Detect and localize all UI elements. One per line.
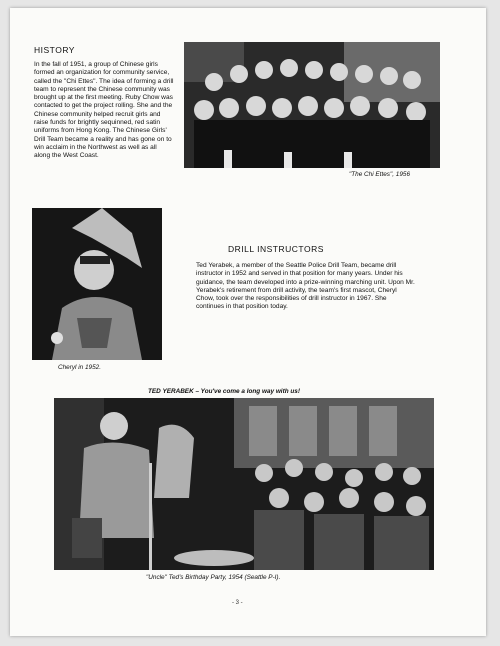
history-heading: HISTORY [34,45,75,55]
ted-photo-caption: "Uncle" Ted's Birthday Party, 1954 (Seattle P-I). [146,574,281,581]
ted-birthday-party-photo [54,398,434,570]
chi-ettes-group-photo [184,42,440,168]
cheryl-photo-caption: Cheryl in 1952. [58,364,101,371]
page-number: - 3 - [232,600,243,606]
chi-ettes-photo-caption: "The Chi Ettes", 1956 [349,171,411,178]
document-page [10,8,486,636]
drill-instructors-heading: DRILL INSTRUCTORS [228,244,324,254]
ted-photo-title: TED YERABEK – You've come a long way with us! [148,388,300,395]
drill-instructors-paragraph: Ted Yerabek, a member of the Seattle Police Drill Team, became drill instructor in 1952 and served in that position for many years. Under his guidance, the team developed into a prize-winning marching unit. Upon Mr. Yerabek's retirement from drill activity, the team's first mascot, Cheryl Chow, took over the responsibilities of drill instructor in 1967. She continues in that position today. [196,262,415,311]
history-paragraph: In the fall of 1951, a group of Chinese girls formed an organization for community service, called the "Chi Ettes". The idea of forming a drill team to represent the Chinese community was brought up at the first meeting. Ruby Chow was contacted to get the project rolling. She and the Chinese community helped recruit girls and raise funds for brightly sequinned, red satin uniforms from Hong Kong. The Chinese Girls' Drill Team became a reality and has gone on to win acclaim in the Northwest as well as all along the West Coast. [34,61,174,160]
cheryl-1952-photo [32,208,162,360]
